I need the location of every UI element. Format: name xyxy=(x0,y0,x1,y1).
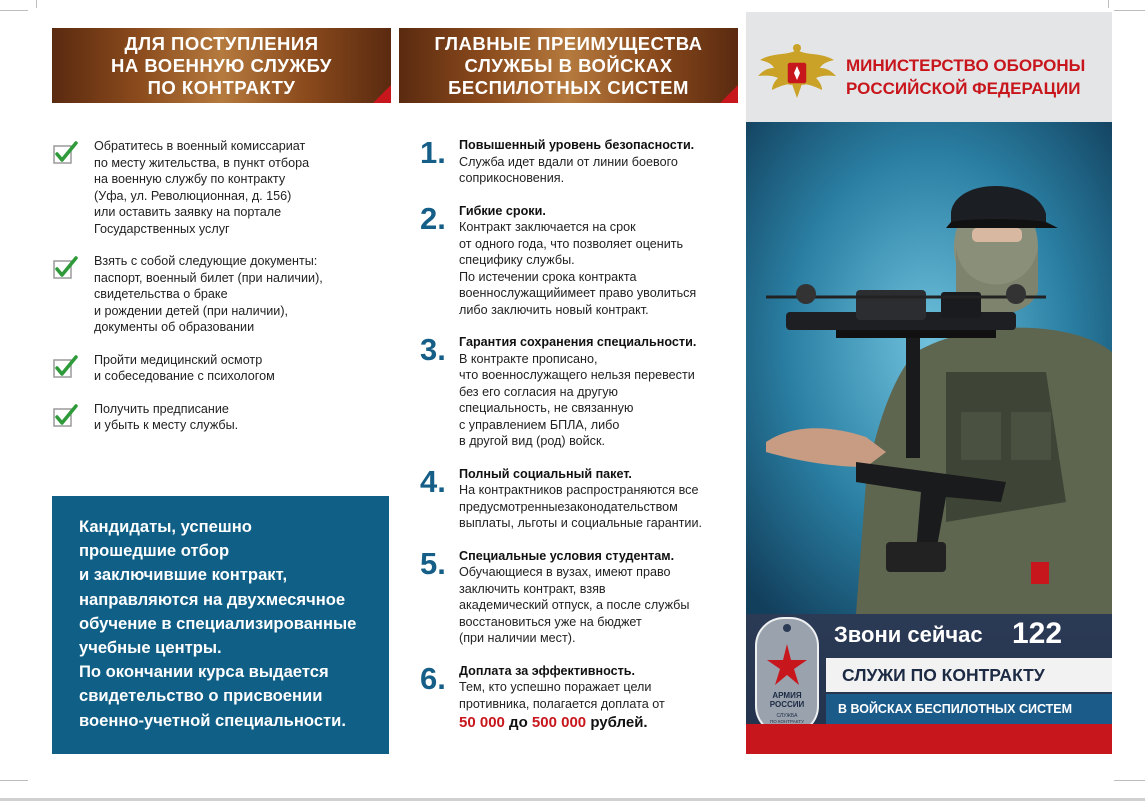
advantage-item xyxy=(418,660,738,735)
advantage-number: 3. xyxy=(420,332,446,367)
payment-middle: до xyxy=(504,714,532,731)
phone-number: 122 xyxy=(1012,617,1063,650)
training-info-box: Кандидаты, успешно прошедшие отбор и заключившие контракт, направляются на двухмесячное обучение в специализированные учебные центры. По окончании курса выдается свидетельство о присвоении военно-учетной специальности. xyxy=(52,496,389,754)
badge-line4: ПО КОНТРАКТУ xyxy=(770,719,804,724)
banner-corner xyxy=(373,85,391,103)
crop-mark xyxy=(0,780,28,781)
steps-list xyxy=(52,138,372,450)
crop-mark xyxy=(1114,10,1145,11)
advantage-number: 4. xyxy=(420,463,446,499)
payment-range xyxy=(459,712,738,734)
step-text: Получить предписание и убыть к месту службы. xyxy=(94,401,239,432)
double-headed-eagle-emblem-icon xyxy=(756,42,838,102)
advantages-list xyxy=(418,137,738,750)
cover-panel xyxy=(746,12,1112,754)
contract-slogan: СЛУЖИ ПО КОНТРАКТУ xyxy=(826,658,1112,692)
step-item xyxy=(52,253,372,336)
badge-line1: АРМИЯ xyxy=(772,691,802,700)
step-item xyxy=(52,352,372,385)
army-dogtag-badge-icon xyxy=(754,616,820,736)
advantage-title: Гарантия сохранения специальности. xyxy=(459,335,697,349)
call-now-text: Звони сейчас xyxy=(834,622,983,647)
advantage-item xyxy=(418,200,738,319)
advantage-number: 1. xyxy=(420,135,446,170)
checkbox-checked-icon xyxy=(52,354,78,380)
left-banner-text: ДЛЯ ПОСТУПЛЕНИЯ НА ВОЕННУЮ СЛУЖБУ ПО КОНТРАКТУ xyxy=(111,32,332,98)
advantage-number: 6. xyxy=(420,660,446,696)
middle-banner-text: ГЛАВНЫЕ ПРЕИМУЩЕСТВА СЛУЖБЫ В ВОЙСКАХ БЕСПИЛОТНЫХ СИСТЕМ xyxy=(434,32,703,98)
crop-mark xyxy=(1108,0,1109,8)
advantage-title: Повышенный уровень безопасности. xyxy=(459,138,695,152)
advantage-item xyxy=(418,463,738,532)
ministry-title: МИНИСТЕРСТВО ОБОРОНЫ РОССИЙСКОЙ ФЕДЕРАЦИИ xyxy=(846,56,1086,98)
badge-line3: СЛУЖБА xyxy=(776,713,798,719)
middle-banner xyxy=(399,28,738,103)
advantage-item xyxy=(418,334,738,450)
crop-mark xyxy=(0,10,28,11)
step-item xyxy=(52,401,372,434)
payment-suffix: рублей. xyxy=(586,714,648,731)
checkbox-checked-icon xyxy=(52,403,78,429)
step-item xyxy=(52,138,372,237)
step-text: Пройти медицинский осмотр и собеседование с психологом xyxy=(94,352,275,383)
checkbox-checked-icon xyxy=(52,255,78,281)
drone-forces-subtitle: В ВОЙСКАХ БЕСПИЛОТНЫХ СИСТЕМ xyxy=(826,694,1112,724)
crop-mark xyxy=(1114,780,1145,781)
advantage-body: На контрактников распространяются все предусмотренныезаконодательством выплаты, льготы и социальные гарантии. xyxy=(459,483,702,530)
banner-corner xyxy=(720,85,738,103)
soldier-with-drone-photo xyxy=(746,122,1112,614)
advantage-body: Обучающиеся в вузах, имеют право заключить контракт, взяв академический отпуск, а после службы восстановиться уже на бюджет (при наличии мест). xyxy=(459,565,690,645)
advantage-body: Служба идет вдали от линии боевого соприкосновения. xyxy=(459,154,678,185)
left-banner xyxy=(52,28,391,103)
checkbox-checked-icon xyxy=(52,140,78,166)
advantage-body: В контракте прописано, что военнослужащего нельзя перевести без его согласия на другую специальность, не связанную с управлением БПЛА, либо в другой вид (род) войск. xyxy=(459,351,695,448)
step-text: Обратитесь в военный комиссариат по месту жительства, в пункт отбора на военную службу по контракту (Уфа, ул. Революционная, д. 156) или оставить заявку на портале Государственных услуг xyxy=(94,139,310,236)
payment-from: 50 000 xyxy=(459,714,505,731)
advantage-number: 2. xyxy=(420,200,446,236)
crop-mark xyxy=(36,0,37,8)
advantage-title: Доплата за эффективность. xyxy=(459,663,636,678)
red-strip xyxy=(746,724,1112,754)
advantage-item xyxy=(418,545,738,647)
payment-to: 500 000 xyxy=(531,714,587,731)
advantage-title: Специальные условия студентам. xyxy=(459,548,675,563)
advantage-title: Полный социальный пакет. xyxy=(459,466,632,481)
badge-line2: РОССИИ xyxy=(769,700,805,709)
advantage-item xyxy=(418,137,738,187)
advantage-number: 5. xyxy=(420,545,446,581)
step-text: Взять с собой следующие документы: паспорт, военный билет (при наличии), свидетельства о браке и рождении детей (при наличии), документы об образовании xyxy=(94,254,323,334)
page-edge xyxy=(0,798,1145,801)
advantage-title: Гибкие сроки. xyxy=(459,203,546,218)
advantage-body: Тем, кто успешно поражает цели противника, полагается доплата от xyxy=(459,680,665,711)
advantage-body: Контракт заключается на срок от одного года, что позволяет оценить специфику службы. По истечении срока контракта военнослужащийимеет право уволиться либо заключить новый контракт. xyxy=(459,220,697,317)
